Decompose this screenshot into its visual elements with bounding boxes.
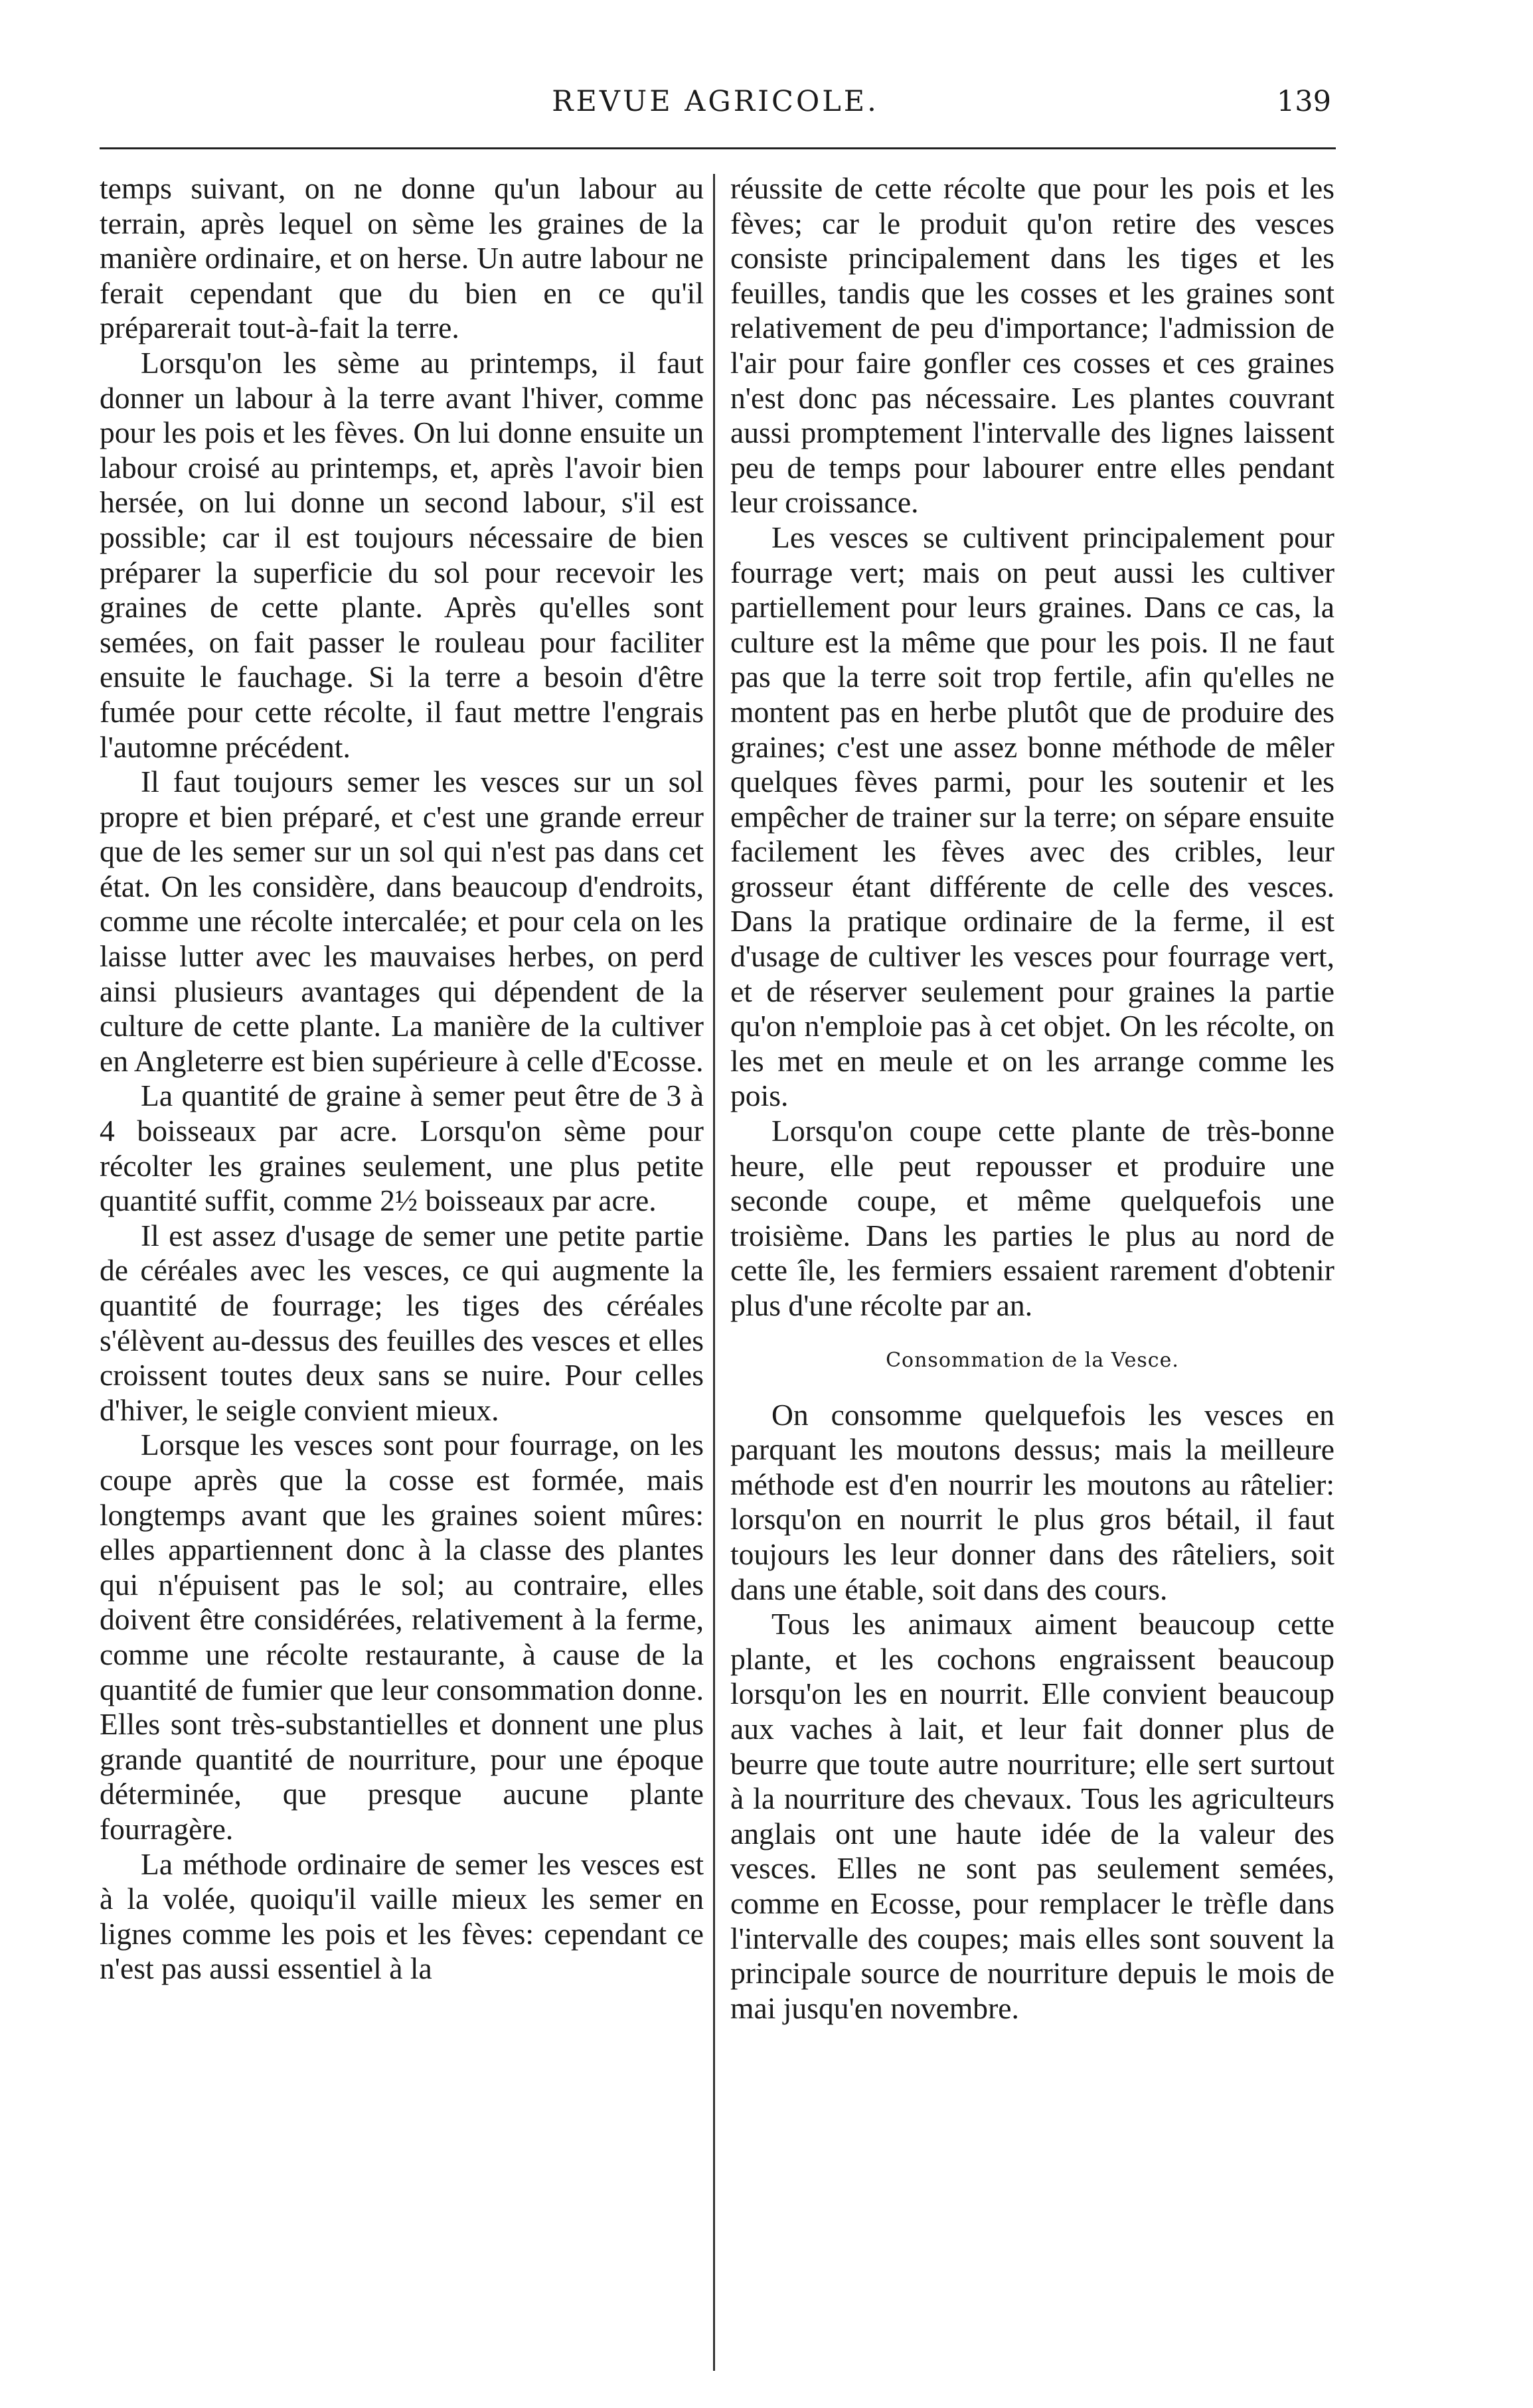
paragraph: Il est assez d'usage de semer une petite partie de céréales avec les vesces, ce qui augmente la quantité de fourrage; les tiges des céréales s'élèvent au-dessus des feuilles des vesces et elles croissent toutes deux sans se nuire. Pour celles d'hiver, le seigle convient mieux. xyxy=(100,1218,704,1427)
journal-title: REVUE AGRICOLE. xyxy=(552,85,879,118)
paragraph: Lorsqu'on les sème au printemps, il faut donner un labour à la terre avant l'hiver, comme pour les pois et les fèves. On lui donne ensuite un labour croisé au printemps, et, après l'avoir bien hersée, on lui donne un second labour, s'il est possible; car il est toujours nécessaire de bien préparer la superficie du sol pour recevoir les graines de cette plante. Après qu'elles sont semées, on fait passer le rouleau pour faciliter ensuite le fauchage. Si la terre a besoin d'être fumée pour cette récolte, il faut mettre l'engrais l'automne précédent. xyxy=(100,345,704,764)
paragraph: temps suivant, on ne donne qu'un labour au terrain, après lequel on sème les graines de la manière ordinaire, et on herse. Un autre labour ne ferait cependant que du bien en ce qu'il préparerait tout-à-fait la terre. xyxy=(100,171,704,345)
paragraph: Il faut toujours semer les vesces sur un sol propre et bien préparé, et c'est une grande erreur que de les semer sur un sol qui n'est pas dans cet état. On les considère, dans beaucoup d'endroits, comme une récolte intercalée; et pour cela on les laisse lutter avec les mauvaises herbes, on perd ainsi plusieurs avantages qui dépendent de la culture de cette plante. La manière de la cultiver en Angleterre est bien supérieure à celle d'Ecosse. xyxy=(100,765,704,1078)
paragraph: Lorsqu'on coupe cette plante de très-bonne heure, elle peut repousser et produire une seconde coupe, et même quelquefois une troisième. Dans les parties le plus au nord de cette île, les fermiers essaient rarement d'obtenir plus d'une récolte par an. xyxy=(730,1114,1334,1322)
paragraph: On consomme quelquefois les vesces en parquant les moutons dessus; mais la meilleure méthode est d'en nourrir les moutons au râtelier: lorsqu'on en nourrit le plus gros bétail, il faut toujours les leur donner dans des râteliers, soit dans une étable, soit dans des cours. xyxy=(730,1397,1334,1606)
paragraph: La méthode ordinaire de semer les vesces est à la volée, quoiqu'il vaille mieux les semer en lignes comme les pois et les fèves: cependant ce n'est pas aussi essentiel à la xyxy=(100,1846,704,1986)
paragraph: Lorsque les vesces sont pour fourrage, on les coupe après que la cosse est formée, mais longtemps avant que les graines soient mûres: elles appartiennent donc à la classe des plantes qui n'épuisent pas le sol; au contraire, elles doivent être considérées, relativement à la ferme, comme une récolte restaurante, à cause de la quantité de fumier que leur consommation donne. Elles sont très-substantielles et donnent une plus grande quantité de nourriture, pour une époque déterminée, que presque aucune plante fourragère. xyxy=(100,1428,704,1846)
left-column xyxy=(100,171,704,1987)
paragraph: Tous les animaux aiment beaucoup cette plante, et les cochons engraissent beaucoup lorsqu'on les en nourrit. Elle convient beaucoup aux vaches à lait, et leur fait donner plus de beurre que toute autre nourriture; elle sert surtout à la nourriture des chevaux. Tous les agriculteurs anglais ont une haute idée de la valeur des vesces. Elles ne sont pas seulement semées, comme en Ecosse, pour remplacer le trèfle dans l'intervalle des coupes; mais elles sont souvent la principale source de nourriture depuis le mois de mai jusqu'en novembre. xyxy=(730,1607,1334,2025)
paragraph: Les vesces se cultivent principalement pour fourrage vert; mais on peut aussi les cultiver partiellement pour leurs graines. Dans ce cas, la culture est la même que pour les pois. Il ne faut pas que la terre soit trop fertile, afin qu'elles ne montent pas en herbe plutôt que de produire des graines; c'est une assez bonne méthode de mêler quelques fèves parmi, pour les soutenir et les empêcher de trainer sur la terre; on sépare ensuite facilement les fèves avec des cribles, leur grosseur étant différente de celle des vesces. Dans la pratique ordinaire de la ferme, il est d'usage de cultiver les vesces pour fourrage vert, et de réserver seulement pour graines la partie qu'on n'emploie pas à cet objet. On les récolte, on les met en meule et on les arrange comme les pois. xyxy=(730,520,1334,1113)
header-rule xyxy=(100,147,1336,149)
page-number: 139 xyxy=(1276,85,1331,118)
right-column xyxy=(730,171,1334,2026)
paragraph: La quantité de graine à semer peut être de 3 à 4 boisseaux par acre. Lorsqu'on sème pour récolter les graines seulement, une plus petite quantité suffit, comme 2½ boisseaux par acre. xyxy=(100,1079,704,1218)
column-divider xyxy=(713,174,715,2371)
section-heading: Consommation de la Vesce. xyxy=(886,1348,1179,1372)
running-head xyxy=(100,78,1331,138)
paragraph: réussite de cette récolte que pour les pois et les fèves; car le produit qu'on retire des vesces consiste principalement dans les tiges et les feuilles, tandis que les cosses et les graines sont relativement de peu d'importance; l'admission de l'air pour faire gonfler ces cosses et ces graines n'est donc pas nécessaire. Les plantes couvrant aussi promptement l'intervalle des lignes laissent peu de temps pour labourer entre elles pendant leur croissance. xyxy=(730,171,1334,520)
